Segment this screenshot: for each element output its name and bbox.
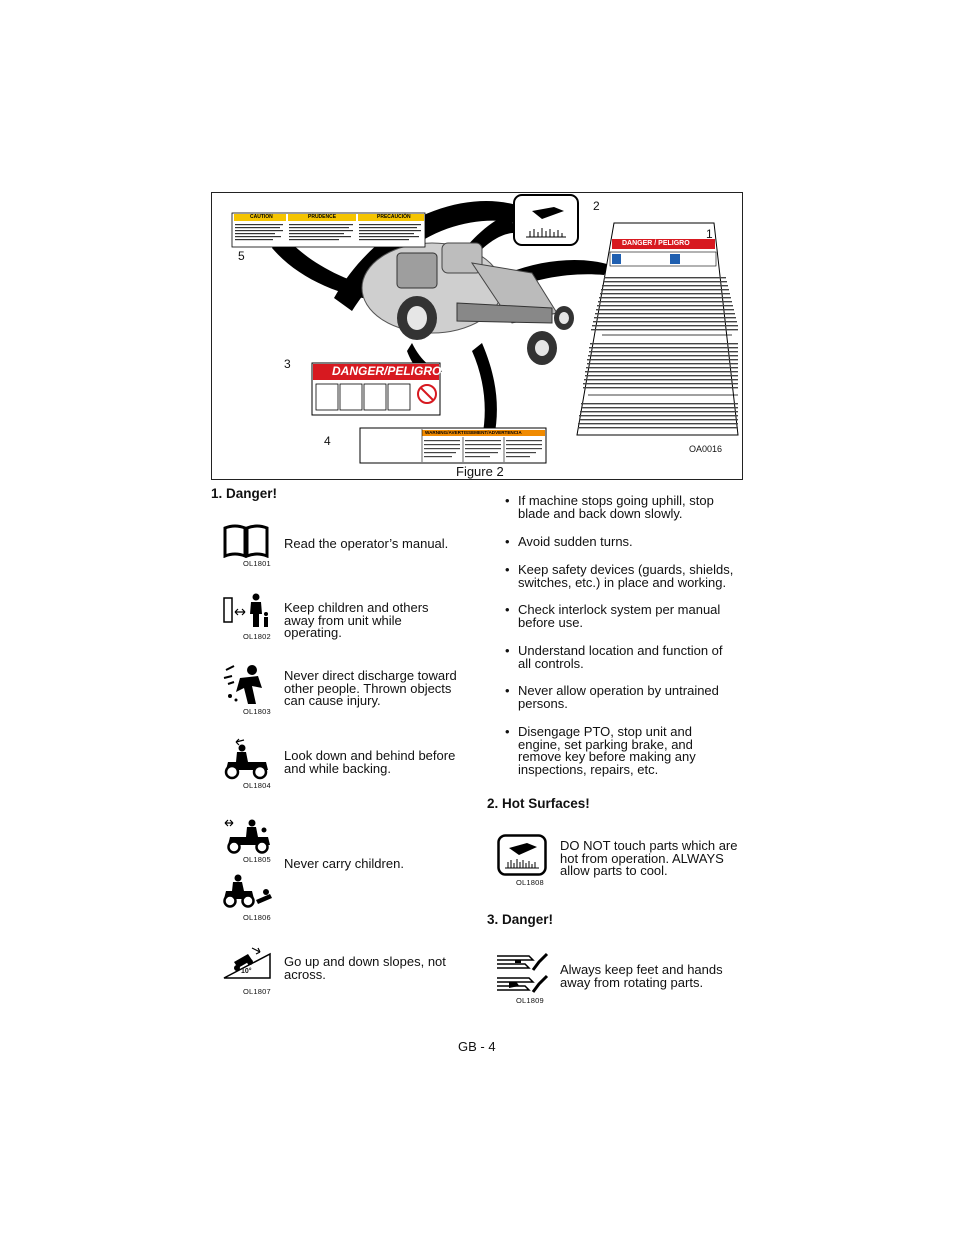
callout-5: 5 xyxy=(238,249,245,263)
item-text: DO NOT touch parts which are hot from operation. ALWAYS allow parts to cool. xyxy=(560,838,738,878)
item-text: Never carry children. xyxy=(284,856,404,871)
page-number: GB - 4 xyxy=(458,1039,496,1054)
icon-code: OL1807 xyxy=(243,987,271,996)
read-manual-icon xyxy=(222,524,270,558)
bullet-item: • Understand location and function of all controls. xyxy=(505,643,723,671)
icon-code: OL1801 xyxy=(243,559,271,568)
icon-code: OL1808 xyxy=(516,878,544,887)
run-over-icon xyxy=(222,874,274,908)
decal-danger-small: DANGER / PELIGRO xyxy=(622,240,690,247)
bullet-item: • If machine stops going uphill, stop blade and back down slowly. xyxy=(505,493,714,521)
slope-label: 10° xyxy=(241,968,252,975)
item-text: Always keep feet and hands away from rotating parts. xyxy=(560,962,723,990)
section-heading-danger-1: 1. Danger! xyxy=(211,486,278,501)
decal-caution-en: CAUTION xyxy=(250,214,273,220)
bullet-item: • Avoid sudden turns. xyxy=(505,534,633,549)
icon-code: OL1802 xyxy=(243,632,271,641)
bullet-item: • Disengage PTO, stop unit and engine, set parking brake, and remove key before making any inspections, repairs, etc. xyxy=(505,724,696,777)
item-text: Never direct discharge toward other people. Thrown objects can cause injury. xyxy=(284,668,457,708)
callout-1: 1 xyxy=(706,227,713,241)
bullet-item: • Keep safety devices (guards, shields, switches, etc.) in place and working. xyxy=(505,562,734,590)
hot-surface-icon xyxy=(497,834,547,876)
callout-2: 2 xyxy=(593,199,600,213)
section-heading-hot-surfaces: 2. Hot Surfaces! xyxy=(487,796,590,811)
look-behind-icon xyxy=(222,738,272,780)
icon-code: OL1805 xyxy=(243,855,271,864)
no-riding-children-icon xyxy=(222,818,274,854)
decal-caution-es: PRECAUCIÓN xyxy=(377,214,411,220)
callout-3: 3 xyxy=(284,357,291,371)
item-text: Read the operator’s manual. xyxy=(284,536,449,551)
bullet-item: • Check interlock system per manual before use. xyxy=(505,602,721,630)
item-text: Look down and behind before and while backing. xyxy=(284,748,456,776)
figure-caption: Figure 2 xyxy=(456,464,504,479)
item-text: Keep children and others away from unit while operating. xyxy=(284,600,429,640)
item-text: Go up and down slopes, not across. xyxy=(284,954,446,982)
figure-2 xyxy=(211,192,743,480)
rotating-parts-icon xyxy=(495,952,549,996)
callout-4: 4 xyxy=(324,434,331,448)
icon-code: OL1804 xyxy=(243,781,271,790)
decal-danger-big: DANGER/PELIGRO xyxy=(332,364,442,378)
thrown-objects-icon xyxy=(222,662,270,706)
mower-decal-illustration xyxy=(212,193,742,479)
section-heading-danger-3: 3. Danger! xyxy=(487,912,554,927)
bullet-item: • Never allow operation by untrained persons. xyxy=(505,683,719,711)
icon-code: OL1803 xyxy=(243,707,271,716)
icon-code: OL1806 xyxy=(243,913,271,922)
decal-caution-fr: PRUDENCE xyxy=(308,214,337,220)
keep-away-icon xyxy=(222,592,270,628)
figure-code: OA0016 xyxy=(689,444,723,454)
decal-warning: WARNING/AVERTISSEMENT/ADVERTENCIA xyxy=(425,430,522,435)
icon-code: OL1809 xyxy=(516,996,544,1005)
